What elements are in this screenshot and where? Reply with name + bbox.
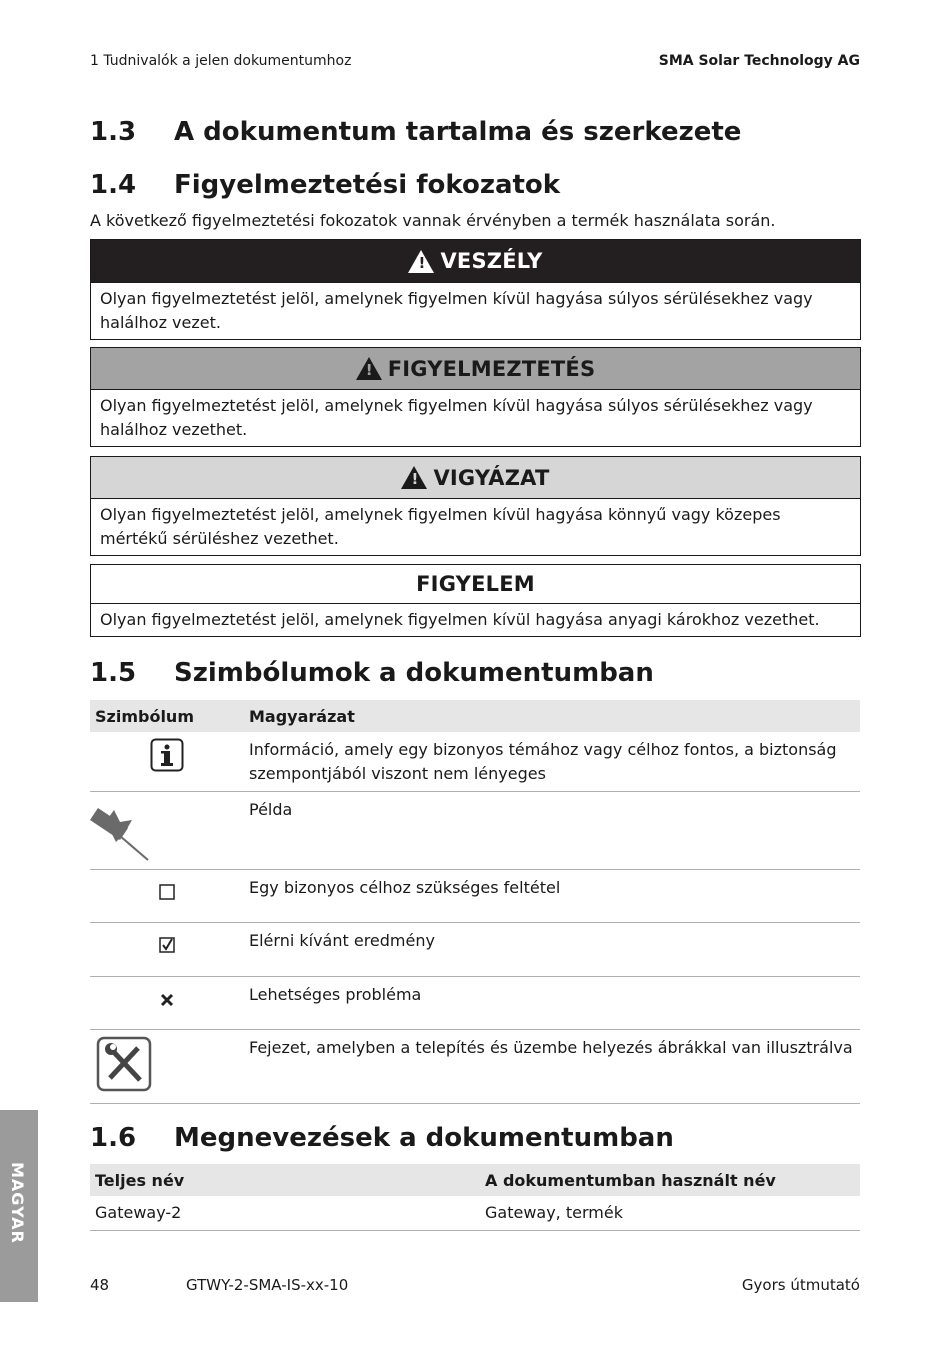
used-name-cell: Gateway, termék (480, 1196, 860, 1230)
warning-triangle-icon (408, 250, 434, 273)
heading-1-6 (90, 1123, 674, 1153)
warning-label: VESZÉLY (440, 249, 543, 273)
table-row (90, 1029, 860, 1103)
table-row (90, 869, 860, 922)
heading-number: 1.6 (90, 1123, 137, 1153)
warning-label: FIGYELMEZTETÉS (387, 356, 596, 381)
warning-triangle-icon (401, 466, 427, 489)
heading-1-5 (90, 658, 654, 688)
symbol-description: Elérni kívánt eredmény (244, 922, 860, 976)
warning-box-danger (90, 239, 861, 340)
tools-icon (96, 1036, 152, 1092)
page-number: 48 (90, 1276, 110, 1294)
warning-text: Olyan figyelmeztetést jelöl, amelynek figyelmen kívül hagyása könnyű vagy közepes mértékű sérüléshez vezethet. (100, 505, 781, 548)
table-row (90, 1196, 860, 1230)
checkbox-checked-icon (159, 937, 175, 953)
heading-1-3 (90, 117, 741, 147)
warning-text: Olyan figyelmeztetést jelöl, amelynek figyelmen kívül hagyása anyagi károkhoz vezethet. (100, 610, 820, 629)
column-header: Szimbólum (90, 700, 244, 732)
symbol-description: Fejezet, amelyben a telepítés és üzembe helyezés ábrákkal van illusztrálva (244, 1029, 860, 1103)
info-icon (150, 738, 184, 772)
checkbox-empty-icon (159, 884, 175, 900)
table-row (90, 922, 860, 976)
heading-number: 1.3 (90, 117, 137, 147)
document-code: GTWY-2-SMA-IS-xx-10 (186, 1276, 349, 1294)
table-row (90, 732, 860, 791)
header-chapter: 1 Tudnivalók a jelen dokumentumhoz (90, 53, 352, 69)
symbol-description: Információ, amely egy bizonyos témához vagy célhoz fontos, a biztonság szempontjából viszont nem lényeges (244, 732, 860, 791)
warning-triangle-icon (356, 357, 382, 380)
symbols-table (90, 700, 860, 1104)
header-company: SMA Solar Technology AG (658, 53, 860, 69)
heading-number: 1.4 (90, 170, 137, 200)
heading-title: Figyelmeztetési fokozatok (174, 170, 561, 200)
full-name-cell: Gateway-2 (90, 1196, 480, 1230)
names-table (90, 1164, 860, 1231)
warning-text: Olyan figyelmeztetést jelöl, amelynek figyelmen kívül hagyása súlyos sérülésekhez vagy halálhoz vezethet. (100, 396, 813, 439)
heading-title: Megnevezések a dokumentumban (174, 1123, 674, 1153)
heading-title: A dokumentum tartalma és szerkezete (174, 117, 742, 147)
cross-icon (160, 993, 174, 1007)
document-type: Gyors útmutató (741, 1276, 860, 1294)
pushpin-icon (90, 798, 154, 862)
column-header: A dokumentumban használt név (480, 1164, 860, 1196)
heading-1-4 (90, 170, 560, 200)
symbol-description: Lehetséges probléma (244, 976, 860, 1029)
symbol-description: Egy bizonyos célhoz szükséges feltétel (244, 869, 860, 922)
column-header: Teljes név (90, 1164, 480, 1196)
warning-label: VIGYÁZAT (433, 465, 550, 490)
warning-box-notice (90, 564, 861, 637)
warning-box-warning (90, 347, 861, 447)
column-header: Magyarázat (244, 700, 860, 732)
symbol-description: Példa (244, 791, 860, 869)
intro-text: A következő figyelmeztetési fokozatok vannak érvényben a termék használata során. (90, 211, 776, 230)
heading-number: 1.5 (90, 658, 137, 688)
warning-box-caution (90, 456, 861, 556)
language-side-tab (0, 1110, 38, 1302)
warning-label: FIGYELEM (416, 572, 535, 596)
warning-text: Olyan figyelmeztetést jelöl, amelynek figyelmen kívül hagyása súlyos sérülésekhez vagy halálhoz vezet. (100, 289, 813, 332)
language-label: MAGYAR (8, 1162, 27, 1244)
heading-title: Szimbólumok a dokumentumban (174, 658, 654, 688)
table-row (90, 791, 860, 869)
table-row (90, 976, 860, 1029)
